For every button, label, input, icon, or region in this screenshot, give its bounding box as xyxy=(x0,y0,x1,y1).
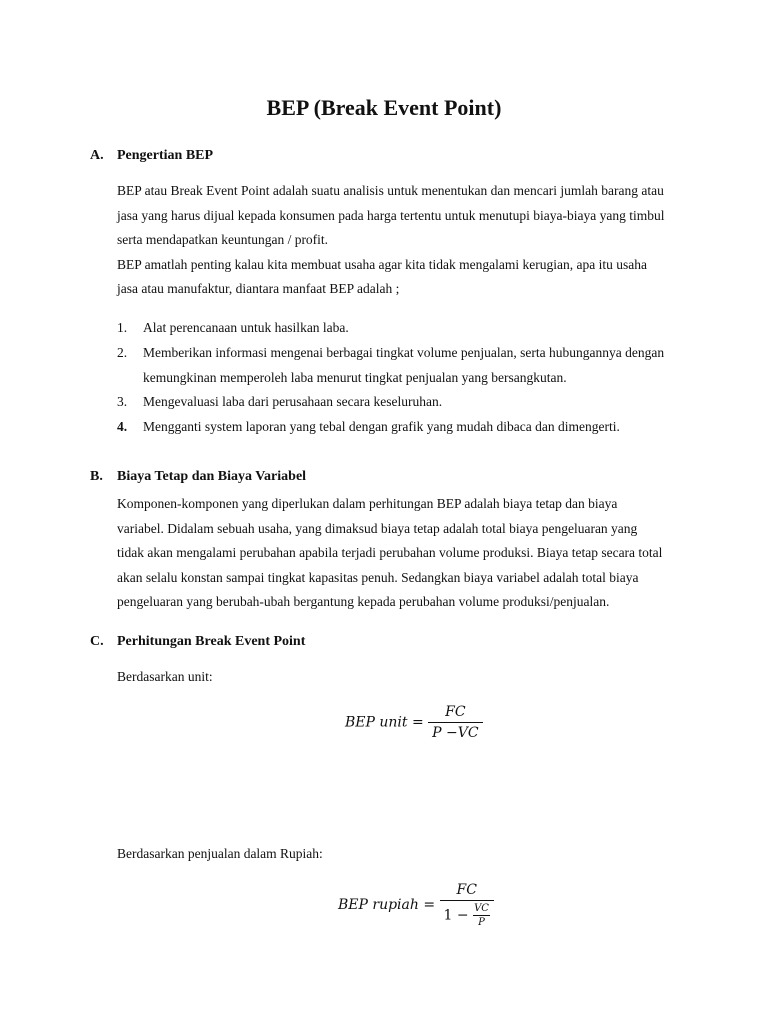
list-item-text: Mengganti system laporan yang tebal dengan grafik yang mudah dibaca dan dimengerti. xyxy=(143,419,620,434)
fraction-denominator: P −VC xyxy=(432,725,479,741)
list-item-number: 3. xyxy=(117,394,128,409)
unit-label: Berdasarkan unit: xyxy=(117,669,213,684)
fraction-numerator: FC xyxy=(456,882,477,898)
section-a-line: BEP amatlah penting kalau kita membuat usaha agar kita tidak mengalami kerugian, apa itu usaha xyxy=(117,257,647,272)
document-title: BEP (Break Event Point) xyxy=(266,95,502,120)
fraction xyxy=(440,882,494,928)
section-a-letter: A. xyxy=(90,148,104,163)
rupiah-label: Berdasarkan penjualan dalam Rupiah: xyxy=(117,846,323,861)
section-c-letter: C. xyxy=(90,634,104,649)
list-item-number: 4. xyxy=(117,419,128,434)
denominator-prefix: 1 − xyxy=(443,907,469,924)
formula-lhs: BEP rupiah = xyxy=(338,897,436,913)
fraction-denominator xyxy=(440,901,494,928)
list-item-text: Alat perencanaan untuk hasilkan laba. xyxy=(143,320,349,335)
section-a-line: serta mendapatkan keuntungan / profit. xyxy=(117,232,329,247)
bep-unit-formula xyxy=(345,704,483,741)
section-b-letter: B. xyxy=(90,469,103,484)
fraction xyxy=(428,704,482,741)
section-b-line: akan selalu konstan sampai tingkat kapasitas penuh. Sedangkan biaya variabel adalah total biaya xyxy=(117,570,639,585)
list-item-text: Memberikan informasi mengenai berbagai tingkat volume penjualan, serta hubungannya dengan xyxy=(143,345,665,360)
inner-fraction xyxy=(473,903,490,928)
section-a-line: BEP atau Break Event Point adalah suatu analisis untuk menentukan dan mencari jumlah barang atau xyxy=(117,183,664,198)
section-c-title: Perhitungan Break Event Point xyxy=(117,634,306,649)
section-a-line: jasa yang harus dijual kepada konsumen pada harga tertentu untuk menutupi biaya-biaya yang timbul xyxy=(117,208,665,223)
section-b-title: Biaya Tetap dan Biaya Variabel xyxy=(117,469,307,484)
section-b-line: Komponen-komponen yang diperlukan dalam perhitungan BEP adalah biaya tetap dan biaya xyxy=(117,496,618,511)
list-item-text: Mengevaluasi laba dari perusahaan secara keseluruhan. xyxy=(143,394,443,409)
list-item-number: 2. xyxy=(117,345,128,360)
list-item-text: kemungkinan memperoleh laba menurut tingkat penjualan yang bersangkutan. xyxy=(143,370,567,385)
section-b-line: variabel. Didalam sebuah usaha, yang dimaksud biaya tetap adalah total biaya pengeluaran yang xyxy=(117,521,638,536)
fraction-numerator: FC xyxy=(445,704,466,720)
section-b-line: tidak akan mengalami perubahan apabila terjadi perubahan volume produksi. Biaya tetap secara total xyxy=(117,545,663,560)
inner-numerator: VC xyxy=(474,903,489,914)
list-item-number: 1. xyxy=(117,320,128,335)
inner-denominator: P xyxy=(478,917,485,928)
bep-rupiah-formula xyxy=(338,882,494,928)
section-a-line: jasa atau manufaktur, diantara manfaat BEP adalah ; xyxy=(117,281,400,296)
formula-lhs: BEP unit = xyxy=(345,714,424,731)
section-a-title: Pengertian BEP xyxy=(117,148,214,163)
section-b-line: pengeluaran yang berubah-ubah bergantung kepada perubahan volume produksi/penjualan. xyxy=(117,594,610,609)
